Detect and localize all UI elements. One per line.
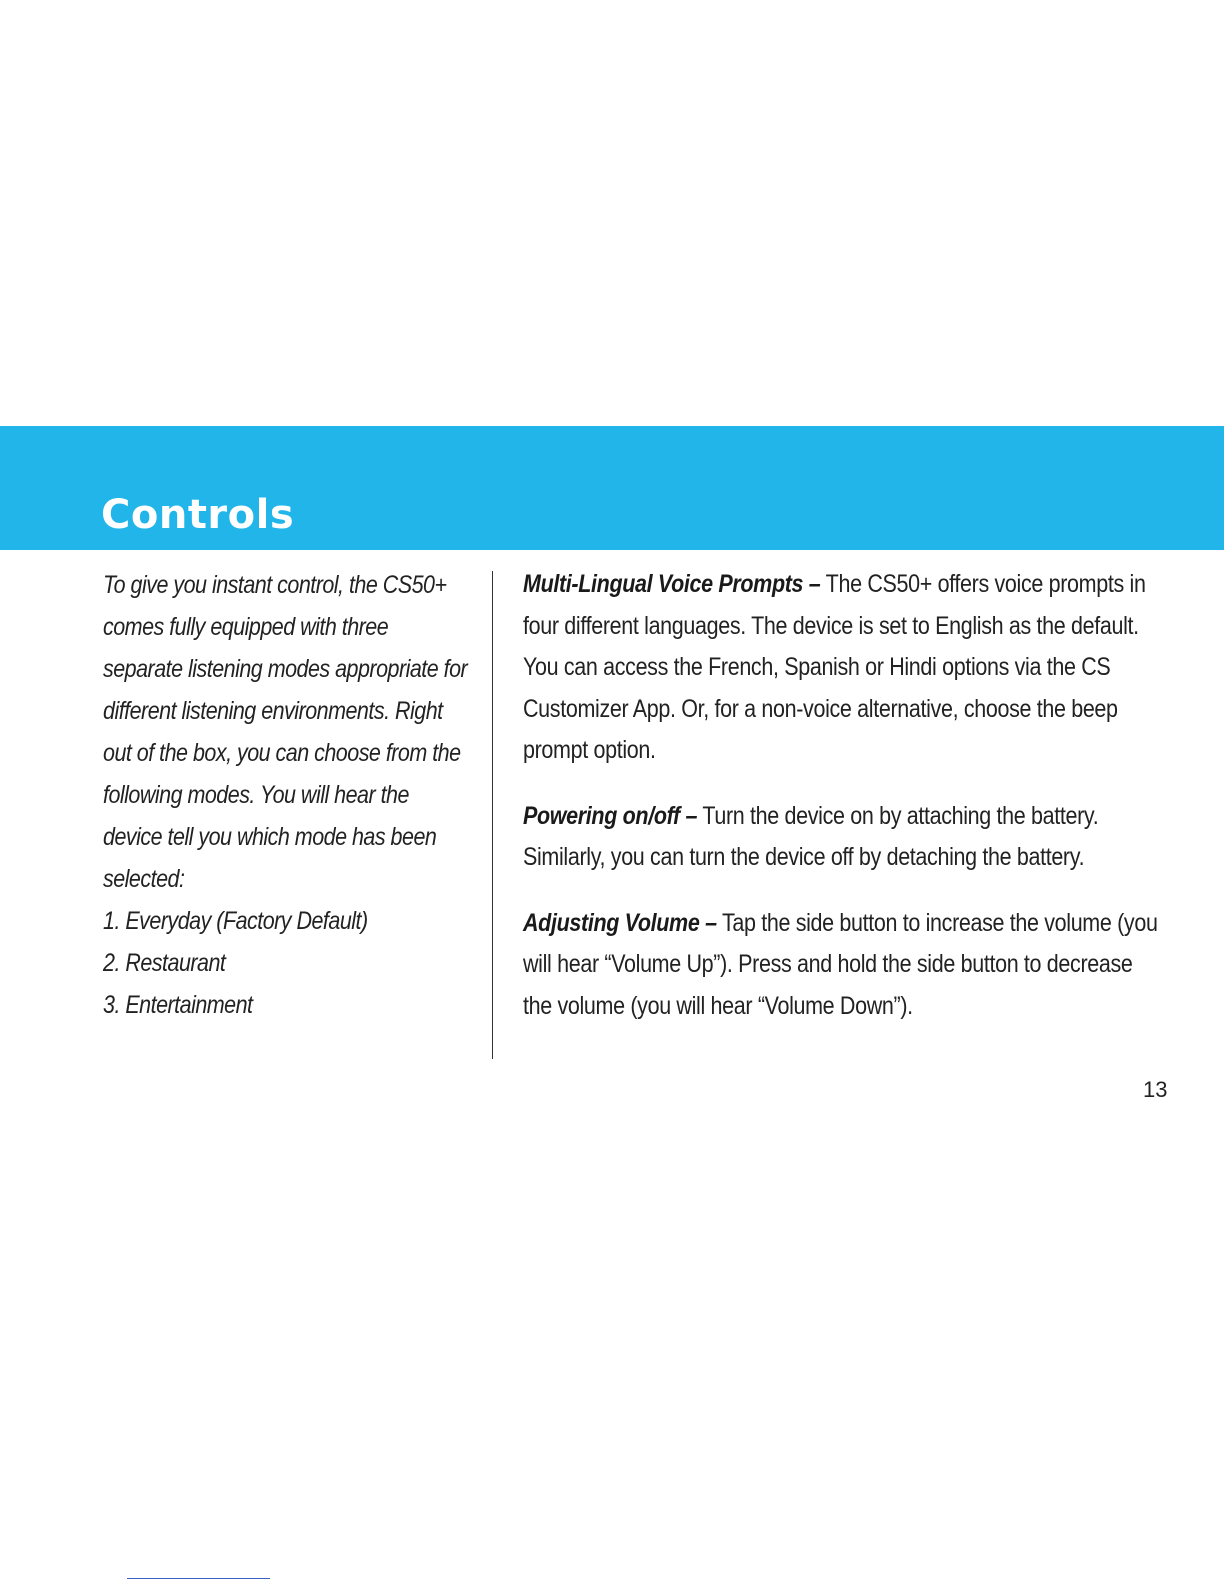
list-item: 2. Restaurant: [103, 949, 226, 977]
intro-column: [103, 564, 468, 1026]
column-divider: [492, 571, 493, 1059]
page-title: Controls: [101, 492, 295, 538]
feature-title: Adjusting Volume –: [523, 908, 717, 937]
feature-body: Turn the device on by attaching the battery. Similarly, you can turn the device off by detaching the battery.: [523, 801, 1099, 871]
features-column: [523, 564, 1159, 1027]
feature-title: Multi-Lingual Voice Prompts –: [523, 570, 821, 598]
page-number: 13: [1143, 1077, 1168, 1102]
intro-paragraph: To give you instant control, the CS50+ comes fully equipped with three separate listening modes appropriate for different listening environments. Right out of the box, you can choose from the following modes. You will hear the device tell you which mode has been selected:: [103, 571, 468, 893]
feature-body: Tap the side button to increase the volume (you will hear “Volume Up”). Press and hold the side button to decrease the volume (you will hear “Volume Down”).: [523, 908, 1158, 1020]
feature-powering: [523, 796, 1159, 879]
feature-body: The CS50+ offers voice prompts in four different languages. The device is set to English as the default. You can access the French, Spanish or Hindi options via the CS Customizer App. Or, for a non-voice alternative, choose the beep prompt option.: [523, 570, 1146, 764]
list-item: 3. Entertainment: [103, 991, 253, 1019]
feature-volume: [523, 903, 1159, 1028]
feature-voice-prompts: [523, 564, 1159, 772]
feature-title: Powering on/off –: [523, 801, 698, 830]
footer-rule: [127, 1578, 270, 1579]
listening-modes-list: [103, 900, 421, 1026]
list-item: 1. Everyday (Factory Default): [103, 907, 368, 935]
